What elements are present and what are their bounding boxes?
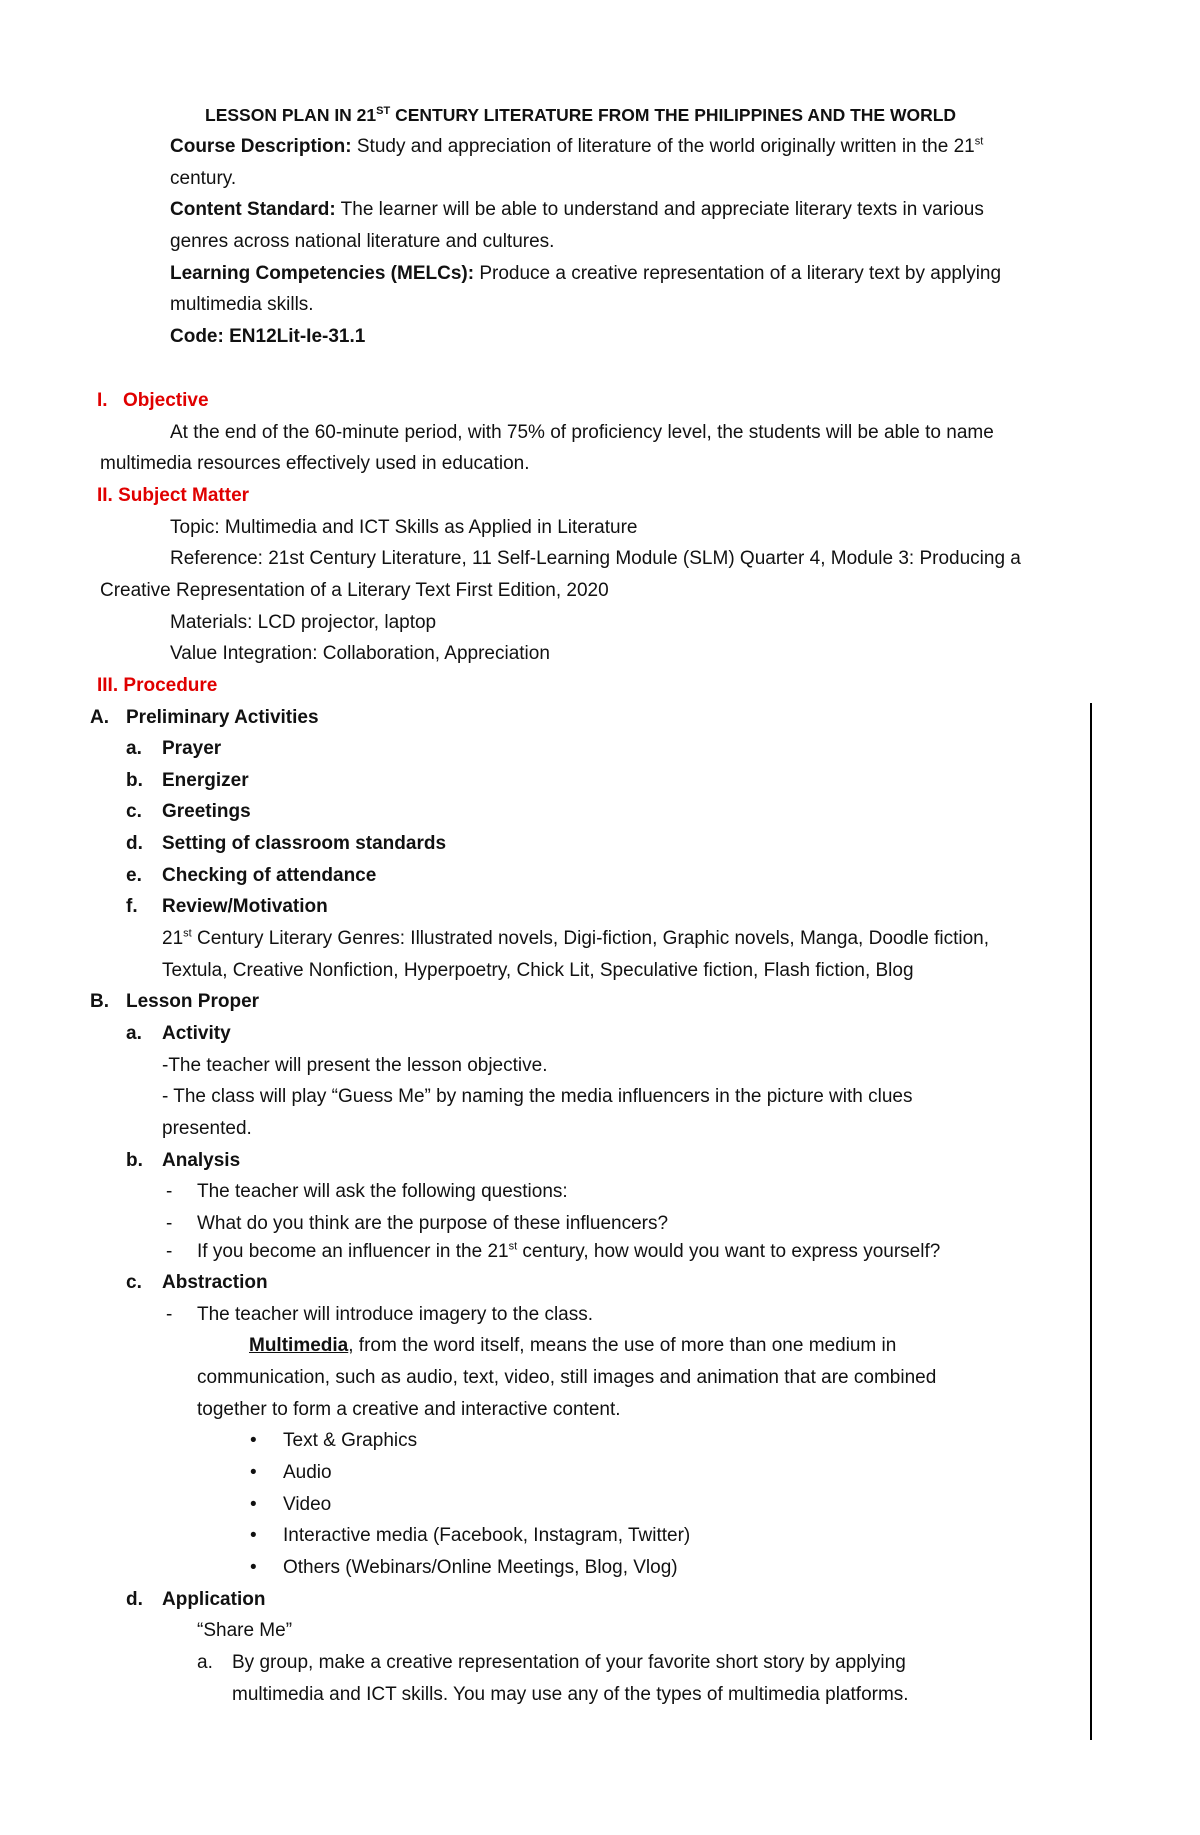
content-standard-label: Content Standard: [170, 199, 336, 220]
definition-text: , from the word itself, means the use of more than one medium in [348, 1335, 897, 1356]
item-classroom-standards: Setting of classroom standards [162, 833, 447, 854]
document-title [205, 102, 956, 128]
analysis-question [197, 1239, 940, 1265]
analysis-marker: b. [126, 1150, 143, 1171]
dash-marker: - [166, 1304, 173, 1325]
genres-text [162, 926, 989, 952]
section-b-marker: B. [90, 991, 109, 1012]
course-description-text: Study and appreciation of literature of the world originally written in the 21 [351, 136, 975, 157]
item-marker: a. [126, 738, 142, 759]
activity-line: presented. [162, 1118, 252, 1139]
competency-code: Code: EN12Lit-Ie-31.1 [170, 326, 366, 347]
genres-number: 21 [162, 928, 184, 949]
genres-list: Century Literary Genres: Illustrated novels, Digi-fiction, Graphic novels, Manga, Doodle fiction, [191, 928, 990, 949]
application-label: Application [162, 1589, 266, 1610]
activity-line: -The teacher will present the lesson objective. [162, 1055, 548, 1076]
dash-marker: - [166, 1213, 173, 1234]
item-marker: d. [126, 833, 143, 854]
multimedia-term: Multimedia [249, 1335, 349, 1356]
abstraction-intro: The teacher will introduce imagery to the class. [197, 1304, 594, 1325]
dash-marker: - [166, 1181, 173, 1202]
objective-text-cont: multimedia resources effectively used in education. [100, 453, 530, 474]
course-description-label: Course Description: [170, 136, 352, 157]
title-part: LESSON PLAN IN 21 [205, 105, 377, 125]
activity-marker: a. [126, 1023, 142, 1044]
analysis-question: The teacher will ask the following questions: [197, 1181, 568, 1202]
learning-competencies-label: Learning Competencies (MELCs): [170, 263, 475, 284]
application-task: By group, make a creative representation of your favorite short story by applying [232, 1652, 906, 1673]
section-a-label: Preliminary Activities [126, 707, 319, 728]
content-standard-cont: genres across national literature and cultures. [170, 231, 555, 252]
subject-matter-heading: II. Subject Matter [97, 485, 250, 506]
abstraction-marker: c. [126, 1272, 142, 1293]
title-superscript: ST [376, 105, 391, 118]
item-marker: b. [126, 770, 143, 791]
genres-superscript: st [183, 927, 192, 940]
question-part: If you become an influencer in the 21 [197, 1241, 509, 1262]
margin-rule [1090, 703, 1092, 1740]
item-review-motivation: Review/Motivation [162, 896, 328, 917]
subject-reference: Reference: 21st Century Literature, 11 Self-Learning Module (SLM) Quarter 4, Module 3: Producing a [170, 548, 1021, 569]
media-type-item: Others (Webinars/Online Meetings, Blog, Vlog) [283, 1557, 678, 1578]
media-type-item: Interactive media (Facebook, Instagram, Twitter) [283, 1525, 691, 1546]
course-description-superscript: st [974, 135, 984, 148]
analysis-label: Analysis [162, 1150, 241, 1171]
multimedia-definition-cont: together to form a creative and interactive content. [197, 1399, 621, 1420]
activity-line: - The class will play “Guess Me” by naming the media influencers in the picture with clues [162, 1086, 913, 1107]
bullet-icon: • [250, 1494, 257, 1515]
bullet-icon: • [250, 1557, 257, 1578]
subject-value-integration: Value Integration: Collaboration, Appreciation [170, 643, 550, 664]
item-attendance: Checking of attendance [162, 865, 377, 886]
item-greetings: Greetings [162, 801, 251, 822]
genres-text-cont: Textula, Creative Nonfiction, Hyperpoetry, Chick Lit, Speculative fiction, Flash fiction, Blog [162, 960, 914, 981]
content-standard-text: The learner will be able to understand and appreciate literary texts in various [335, 199, 984, 220]
application-task-cont: multimedia and ICT skills. You may use any of the types of multimedia platforms. [232, 1684, 909, 1705]
abstraction-label: Abstraction [162, 1272, 268, 1293]
activity-label: Activity [162, 1023, 231, 1044]
multimedia-definition-cont: communication, such as audio, text, video, still images and animation that are combined [197, 1367, 937, 1388]
objective-heading-number: I. [97, 390, 108, 411]
media-type-item: Video [283, 1494, 332, 1515]
subject-topic: Topic: Multimedia and ICT Skills as Applied in Literature [170, 517, 638, 538]
task-marker: a. [197, 1652, 213, 1673]
item-energizer: Energizer [162, 770, 249, 791]
dash-marker: - [166, 1241, 173, 1262]
content-standard [170, 197, 984, 223]
media-type-item: Text & Graphics [283, 1430, 418, 1451]
section-a-marker: A. [90, 707, 109, 728]
course-description [170, 134, 983, 160]
analysis-question: What do you think are the purpose of these influencers? [197, 1213, 669, 1234]
media-type-item: Audio [283, 1462, 332, 1483]
item-marker: f. [126, 896, 138, 917]
application-marker: d. [126, 1589, 143, 1610]
title-part: CENTURY LITERATURE FROM THE PHILIPPINES AND THE WORLD [390, 105, 957, 125]
multimedia-definition [249, 1333, 896, 1359]
bullet-icon: • [250, 1430, 257, 1451]
learning-competencies [170, 261, 1001, 287]
subject-reference-cont: Creative Representation of a Literary Text First Edition, 2020 [100, 580, 609, 601]
item-prayer: Prayer [162, 738, 222, 759]
application-game-title: “Share Me” [197, 1620, 293, 1641]
course-description-cont: century. [170, 168, 237, 189]
objective-heading: Objective [123, 390, 209, 411]
objective-text: At the end of the 60-minute period, with 75% of proficiency level, the students will be able to name [170, 422, 994, 443]
item-marker: e. [126, 865, 142, 886]
procedure-heading: III. Procedure [97, 675, 218, 696]
bullet-icon: • [250, 1462, 257, 1483]
learning-competencies-cont: multimedia skills. [170, 294, 314, 315]
learning-competencies-text: Produce a creative representation of a literary text by applying [474, 263, 1002, 284]
question-superscript: st [508, 1240, 518, 1253]
question-part: century, how would you want to express yourself? [517, 1241, 941, 1262]
subject-materials: Materials: LCD projector, laptop [170, 612, 437, 633]
bullet-icon: • [250, 1525, 257, 1546]
section-b-label: Lesson Proper [126, 991, 260, 1012]
item-marker: c. [126, 801, 142, 822]
